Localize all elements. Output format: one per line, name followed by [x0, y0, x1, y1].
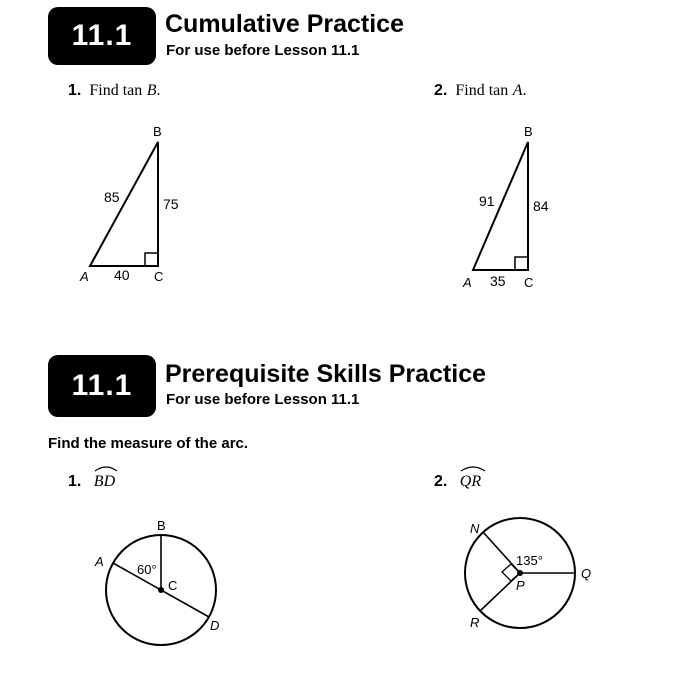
side-label-hypotenuse: 91: [479, 193, 495, 209]
center-label: C: [168, 578, 178, 593]
point-label-top: B: [157, 518, 166, 533]
side-label-horizontal: 35: [490, 273, 506, 289]
point-label-left: A: [95, 554, 104, 569]
arc-label: BD: [93, 473, 116, 490]
section-badge: 11.1: [48, 355, 156, 417]
problem-text: Find tan: [455, 82, 509, 99]
vertex-label-left: A: [80, 269, 89, 284]
section-badge: 11.1: [48, 7, 156, 65]
arc-label: QR: [459, 473, 482, 490]
angle-label: 135°: [516, 553, 543, 568]
instructions: Find the measure of the arc.: [48, 435, 249, 452]
problem-number: 2.: [434, 82, 448, 99]
point-label-bottom: D: [210, 618, 220, 633]
section-title: Prerequisite Skills Practice: [165, 360, 487, 388]
vertex-label-left: A: [463, 275, 472, 290]
center-label: P: [516, 578, 525, 593]
problem-period: .: [522, 82, 527, 99]
section-title: Cumulative Practice: [165, 10, 404, 38]
problem-variable: A: [512, 82, 523, 99]
vertex-label-top: B: [524, 124, 533, 139]
vertex-label-right: C: [154, 269, 164, 284]
angle-label: 60°: [137, 562, 157, 577]
problem-period: .: [156, 82, 161, 99]
center-point: [517, 570, 523, 576]
problem-number: 1.: [68, 473, 82, 490]
problem-number: 1.: [68, 82, 82, 99]
section-subtitle: For use before Lesson 11.1: [166, 42, 360, 59]
problem-number: 2.: [434, 473, 448, 490]
point-label-bottom: R: [470, 615, 480, 630]
point-label-right: Q: [581, 566, 592, 581]
vertex-label-top: B: [153, 124, 162, 139]
problem-text: Find tan: [89, 82, 143, 99]
side-label-vertical: 84: [533, 198, 549, 214]
vertex-label-right: C: [524, 275, 534, 290]
problem-variable: B: [146, 82, 157, 99]
point-label-top: N: [470, 521, 480, 536]
section-subtitle: For use before Lesson 11.1: [166, 391, 360, 408]
side-label-horizontal: 40: [114, 267, 130, 283]
side-label-hypotenuse: 85: [104, 189, 120, 205]
side-label-vertical: 75: [163, 196, 179, 212]
